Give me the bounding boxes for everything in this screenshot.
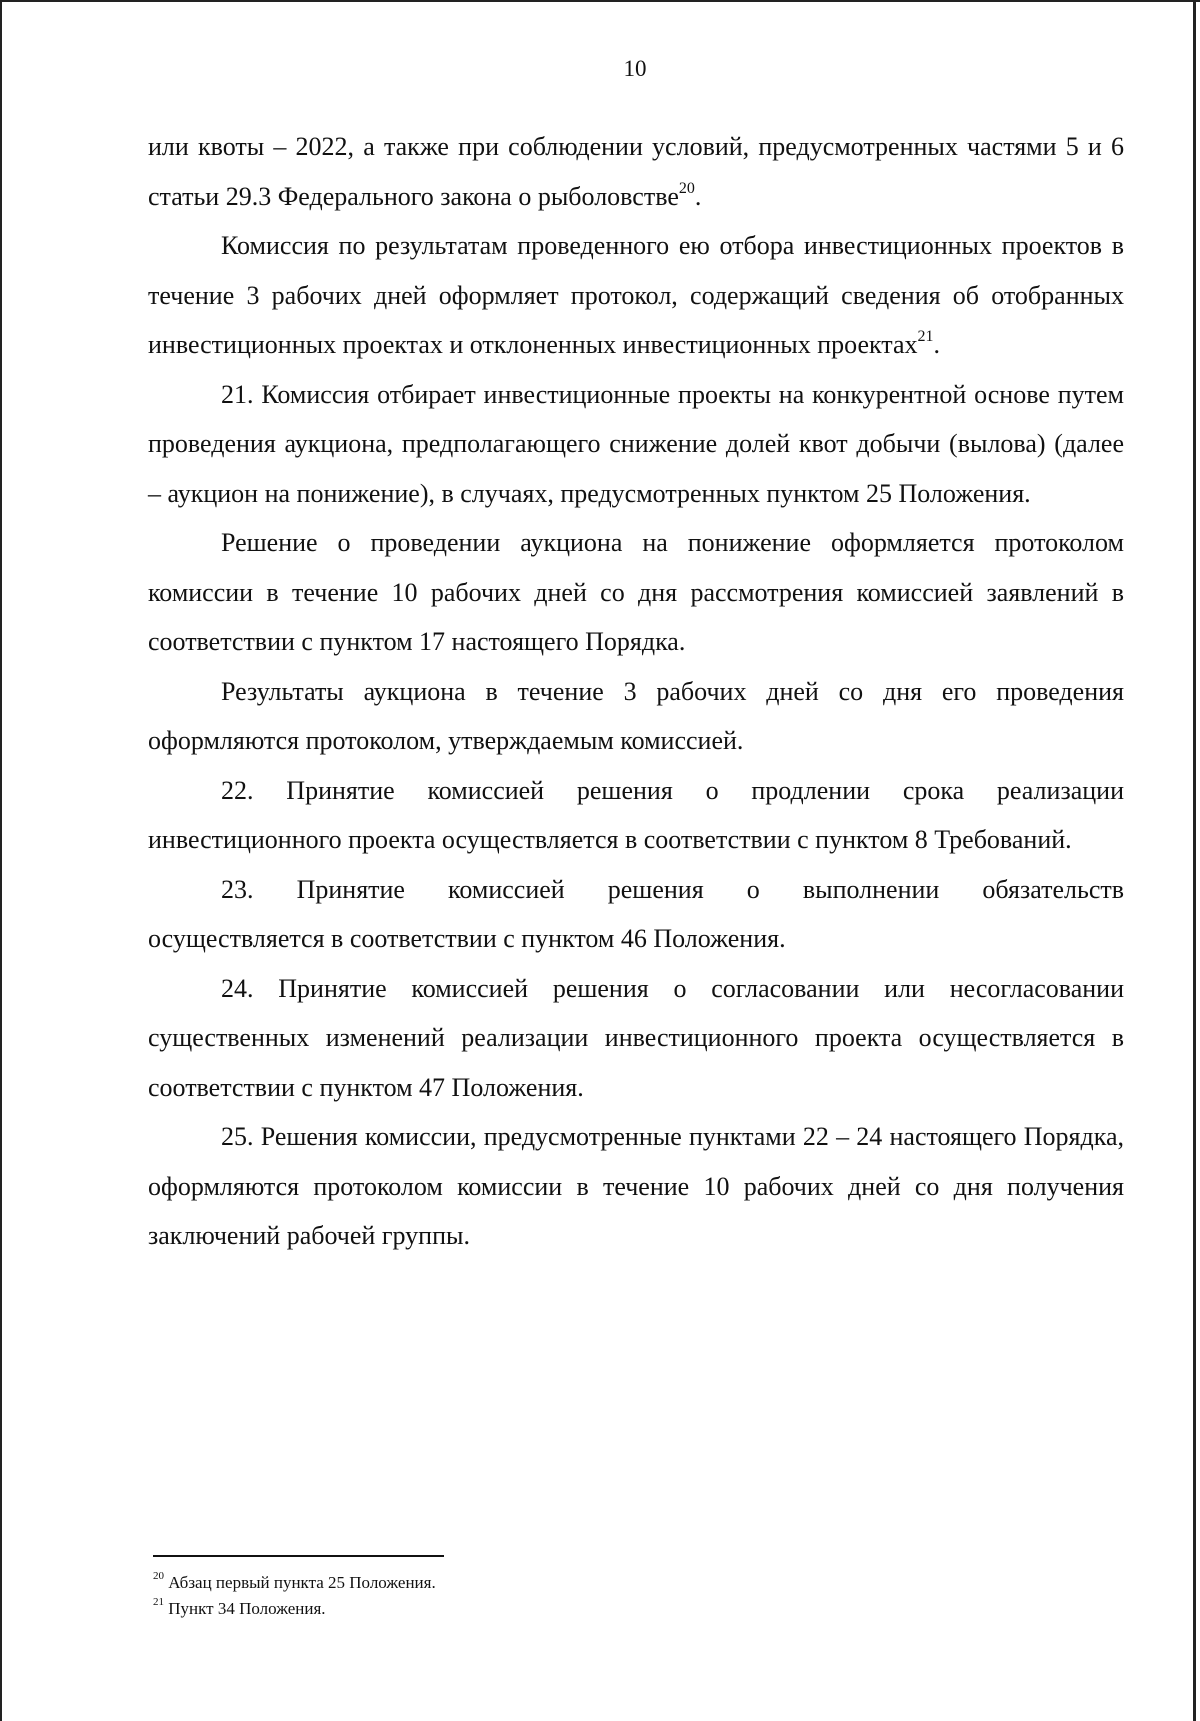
footnote-separator <box>153 1555 444 1557</box>
paragraph-item-22: 22. Принятие комиссией решения о продлении срока реализации инвестиционного проекта осуществляется в соответствии с пунктом 8 Требований. <box>148 775 1124 854</box>
footnote-21: $^{21}$ Пункт 34 Положения. <box>153 1596 326 1618</box>
paragraph-item-23-line-2: осуществляется в соответствии с пунктом 46 Положения. <box>148 924 786 953</box>
page-border-right <box>1193 0 1196 1721</box>
paragraph-item-21: 21. Комиссия отбирает инвестиционные проекты на конкурентной основе путем проведения аукциона, предполагающего снижение долей квот добычи (вылова) (далее – аукцион на понижение), в случаях, предусмотренных пунктом 25 Положения. <box>148 379 1124 508</box>
document-body <box>148 122 1124 1261</box>
paragraph-1: или квоты – 2022, а также при соблюдении условий, предусмотренных частями 5 и 6 статьи 29.3 Федерального закона о рыболовстве$^{20}$. <box>148 132 1124 211</box>
footnotes <box>153 1570 436 1622</box>
paragraph-item-25: 25. Решения комиссии, предусмотренные пунктами 22 – 24 настоящего Порядка, оформляются протоколом комиссии в течение 10 рабочих дней со дня получения заключений рабочей группы. <box>148 1122 1124 1250</box>
page-border-top <box>0 0 1200 2</box>
page-border-left <box>0 0 2 1721</box>
footnote-20: $^{20}$ Абзац первый пункта 25 Положения. <box>153 1570 436 1592</box>
footnote-ref-20: 20 <box>678 179 695 197</box>
paragraph-auction-decision: Решение о проведении аукциона на понижение оформляется протоколом комиссии в течение 10 рабочих дней со дня рассмотрения комиссией заявлений в соответствии с пунктом 17 настоящего Порядка. <box>148 528 1124 656</box>
paragraph-item-24: 24. Принятие комиссией решения о согласовании или несогласовании существенных изменений реализации инвестиционного проекта осуществляется в соответствии с пунктом 47 Положения. <box>148 973 1124 1102</box>
paragraph-item-23-line-1: 23. Принятие комиссией решения о выполнении обязательств <box>221 874 1124 904</box>
page-number: 10 <box>623 56 647 81</box>
paragraph-2: Комиссия по результатам проведенного ею отбора инвестиционных проектов в течение 3 рабочих дней оформляет протокол, содержащий сведения об отобранных инвестиционных проектах и отклоненных инвестиционных проектах$^{21}$. <box>148 231 1124 359</box>
paragraph-auction-results: Результаты аукциона в течение 3 рабочих дней со дня его проведения оформляются протоколом, утверждаемым комиссией. <box>148 676 1124 755</box>
footnote-ref-21: 21 <box>917 328 934 346</box>
